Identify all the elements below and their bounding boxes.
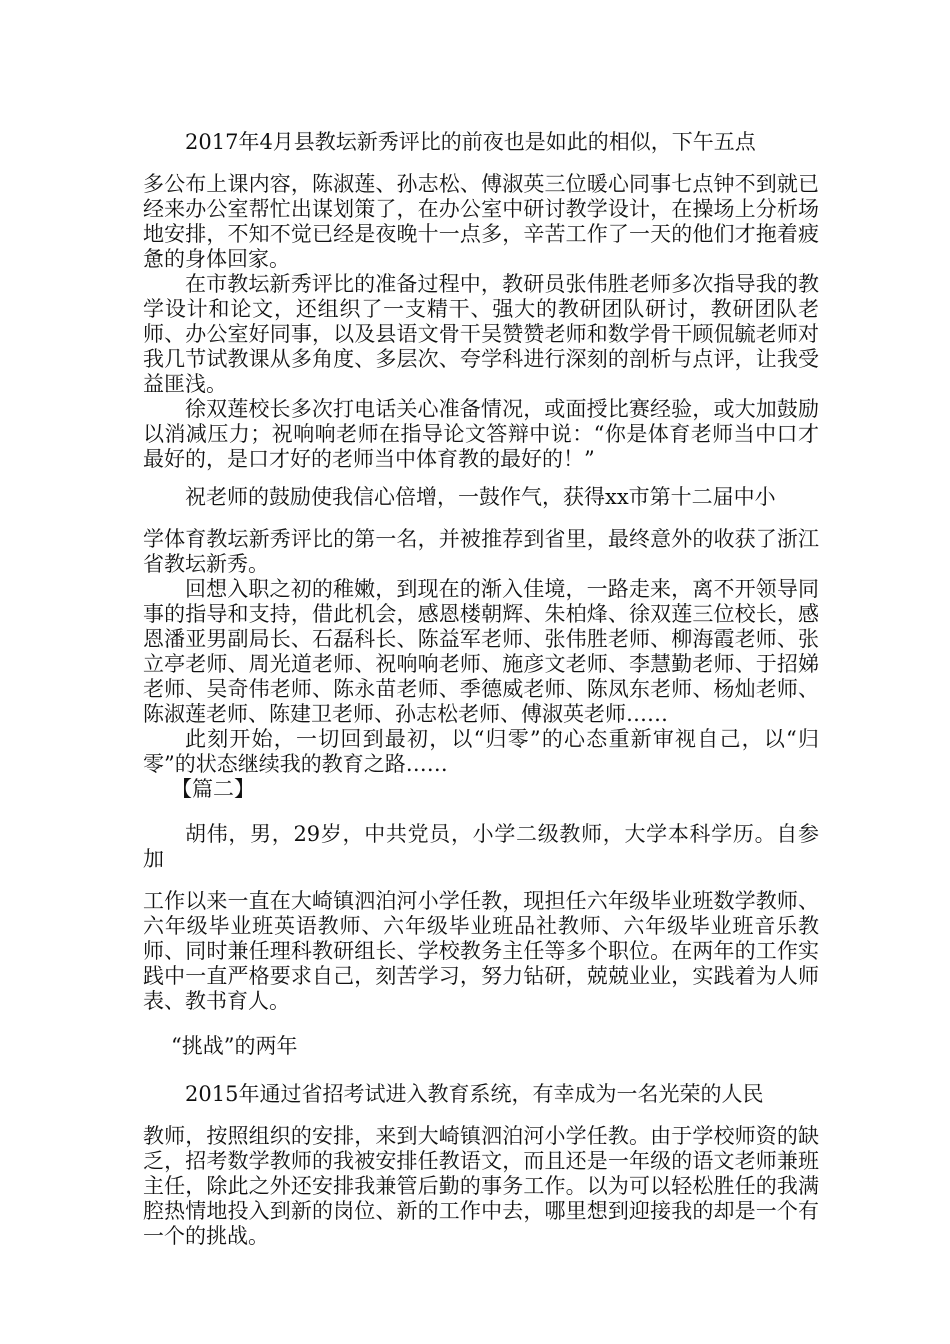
subheading-tiaozhan: “挑战”的两年 xyxy=(171,1034,298,1058)
paragraph-8-lead: 2015年通过省招考试进入教育系统，有幸成为一名光荣的人民 xyxy=(185,1082,764,1106)
paragraph-7 xyxy=(143,822,819,872)
paragraph-1-lead: 2017年4月县教坛新秀评比的前夜也是如此的相似，下午五点 xyxy=(185,130,756,154)
paragraph-5: 回想入职之初的稚嫩，到现在的渐入佳境，一路走来，离不开领导同事的指导和支持，借此机会，感恩楼朝辉、朱柏烽、徐双莲三位校长，感恩潘亚男副局长、石磊科长、陈益军老师、张伟胜老师、柳海霞老师、张立亭老师、周光道老师、祝响响老师、施彦文老师、李慧勤老师、于招娣老师、吴奇伟老师、陈永苗老师、季德威老师、陈凤东老师、杨灿老师、陈淑莲老师、陈建卫老师、孙志松老师、傅淑英老师…… xyxy=(143,577,819,726)
paragraph-1-rest: 多公布上课内容，陈淑莲、孙志松、傅淑英三位暖心同事七点钟不到就已经来办公室帮忙出谋划策了，在办公室中研讨教学设计，在操场上分析场地安排，不知不觉已经是夜晚十一点多，辛苦工作了一天的他们才拖着疲惫的身体回家。 xyxy=(143,172,819,271)
paragraph-2: 在市教坛新秀评比的准备过程中，教研员张伟胜老师多次指导我的教学设计和论文，还组织了一支精干、强大的教研团队研讨，教研团队老师、办公室好同事，以及县语文骨干吴赞赞老师和数学骨干顾侃毓老师对我几节试教课从多角度、多层次、夸学科进行深刻的剖析与点评，让我受益匪浅。 xyxy=(143,272,819,396)
paragraph-4 xyxy=(143,485,819,510)
document-body xyxy=(143,130,819,1249)
paragraph-3: 徐双莲校长多次打电话关心准备情况，或面授比赛经验，或大加鼓励以消减压力；祝响响老师在指导论文答辩中说：“你是体育老师当中口才最好的，是口才好的老师当中体育教的最好的！” xyxy=(143,397,819,471)
paragraph-7-rest: 工作以来一直在大崎镇泗泊河小学任教，现担任六年级毕业班数学教师、六年级毕业班英语教师、六年级毕业班品社教师、六年级毕业班音乐教师、同时兼任理科教研组长、学校教务主任等多个职位。在两年的工作实践中一直严格要求自己，刻苦学习，努力钻研，兢兢业业，实践着为人师表、教书育人。 xyxy=(143,889,819,1013)
paragraph-8 xyxy=(143,1082,819,1107)
paragraph-7-lead: 胡伟，男，29岁，中共党员，小学二级教师，大学本科学历。自参加 xyxy=(143,822,819,871)
paragraph-6: 此刻开始，一切回到最初，以“归零”的心态重新审视自己，以“归零”的状态继续我的教育之路…… xyxy=(143,727,819,776)
paragraph-4-lead: 祝老师的鼓励使我信心倍增，一鼓作气，获得xx市第十二届中小 xyxy=(185,485,776,509)
paragraph-4-rest: 学体育教坛新秀评比的第一名，并被推荐到省里，最终意外的收获了浙江省教坛新秀。 xyxy=(143,527,819,576)
section-heading-pian-er: 【篇二】 xyxy=(171,777,255,801)
paragraph-1 xyxy=(143,130,819,155)
paragraph-8-rest: 教师，按照组织的安排，来到大崎镇泗泊河小学任教。由于学校师资的缺乏，招考数学教师的我被安排任教语文，而且还是一年级的语文老师兼班主任，除此之外还安排我兼管后勤的事务工作。以为可以轻松胜任的我满腔热情地投入到新的岗位、新的工作中去，哪里想到迎接我的却是一个有一个的挑战。 xyxy=(143,1124,819,1248)
